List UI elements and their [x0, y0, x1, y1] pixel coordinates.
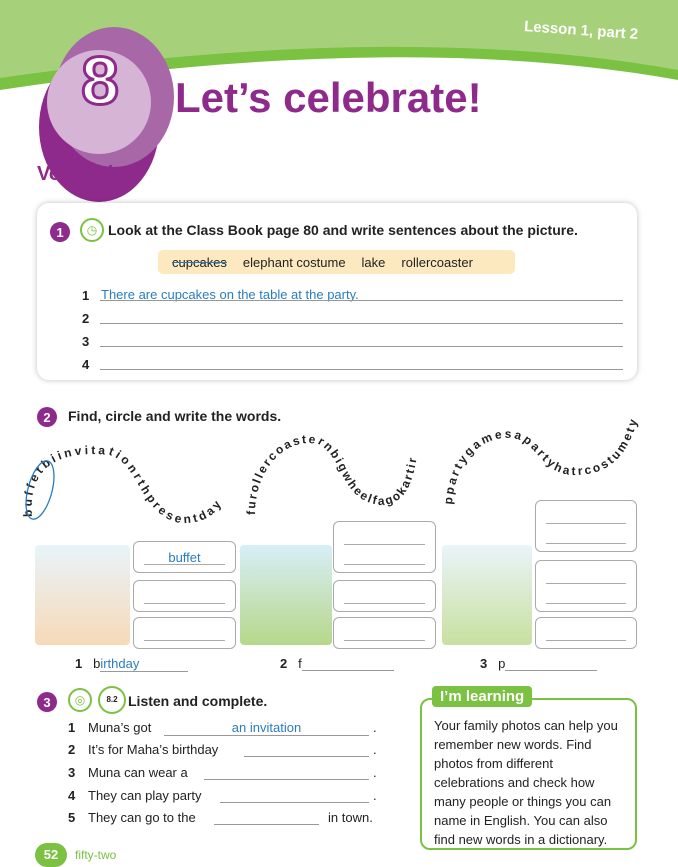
word-snake-3: ppartygamesapartyhatrcostumety: [440, 415, 641, 506]
svg-text:furollercoasternbigwheelfagoka: [244, 432, 420, 515]
answer-box[interactable]: [333, 617, 436, 649]
audio-track-icon[interactable]: 8.2: [98, 686, 126, 714]
answer-text: buffet: [168, 550, 201, 565]
stopwatch-icon: ◷: [80, 218, 104, 242]
word-row-1: 1 birthday: [75, 656, 188, 672]
lesson-label: Lesson 1, part 2: [523, 18, 639, 43]
exercise-number: 3: [37, 692, 57, 712]
im-learning-panel: [420, 688, 637, 850]
line-number: 3: [82, 334, 90, 349]
answer-box[interactable]: [333, 521, 436, 573]
answer-box[interactable]: [133, 580, 236, 612]
answer-box[interactable]: [535, 500, 637, 552]
target-icon: ◎: [68, 688, 92, 712]
page-number-words: fifty-two: [75, 848, 117, 862]
exercise-number: 1: [50, 222, 70, 242]
word-row-3: 3 p: [480, 656, 597, 671]
line-number: 1: [82, 288, 90, 303]
answer-line[interactable]: [214, 810, 319, 825]
answer-text[interactable]: irthday: [100, 656, 188, 672]
listen-item: 4 They can play party .: [68, 788, 377, 803]
line-number: 2: [82, 311, 90, 326]
unit-number: 8: [81, 43, 119, 119]
party-picture: [442, 545, 532, 645]
im-learning-title: I’m learning: [432, 686, 532, 707]
listen-item: 2 It’s for Maha’s birthday .: [68, 742, 377, 757]
svg-text:buffetbiinvitationrthpresentda: [21, 443, 226, 527]
word-bank-item: elephant costume: [242, 254, 346, 270]
page-title: Let’s celebrate!: [175, 74, 482, 121]
funfair-picture: [240, 545, 332, 645]
exercise-instruction: Listen and complete.: [128, 693, 268, 709]
birthday-picture: [35, 545, 130, 645]
exercise-instruction: Find, circle and write the words.: [68, 408, 282, 424]
section-title: Vocabulary: [37, 163, 144, 185]
word-snake-2: furollercoasternbigwheelfagokartir: [243, 431, 420, 516]
answer-line[interactable]: [100, 300, 623, 301]
answer-text[interactable]: an invitation: [164, 720, 369, 736]
word-snake-1: buffetbiinvitationrthpresentday: [20, 443, 226, 527]
word-bank-item: rollercoaster: [401, 254, 473, 270]
answer-box[interactable]: [535, 617, 637, 649]
answer-line[interactable]: [100, 369, 623, 370]
answer-line[interactable]: [100, 323, 623, 324]
word-row-2: 2 f: [280, 656, 394, 671]
answer-box[interactable]: [333, 580, 436, 612]
word-bank-item: lake: [361, 254, 386, 270]
exercise-instruction: Look at the Class Book page 80 and write sentences about the picture.: [108, 222, 578, 238]
line-number: 4: [82, 357, 90, 372]
listen-item: 1 Muna’s got an invitation .: [68, 720, 377, 735]
answer-box[interactable]: [535, 560, 637, 612]
listen-item: 5 They can go to the in town.: [68, 810, 373, 825]
answer-line[interactable]: [100, 346, 623, 347]
answer-line[interactable]: [302, 657, 394, 671]
word-bank: [158, 250, 515, 274]
answer-box[interactable]: [133, 617, 236, 649]
answer-line[interactable]: [204, 765, 369, 780]
listen-item: 3 Muna can wear a .: [68, 765, 377, 780]
exercise-number: 2: [37, 407, 57, 427]
im-learning-text: Your family photos can help you remember new words. Find photos from different celebrations and check how many people or things you can name in English. You can also find new words in a dictionary.: [434, 718, 618, 847]
word-bank-item: cupcakes: [172, 254, 227, 270]
answer-line[interactable]: [244, 742, 369, 757]
page-number: 52: [35, 843, 67, 867]
answer-line[interactable]: [505, 657, 597, 671]
answer-box[interactable]: [133, 541, 236, 573]
answer-text[interactable]: There are cupcakes on the table at the party.: [101, 287, 359, 302]
svg-text:ppartygamesapartyhatrcostumety: [441, 415, 641, 505]
answer-line[interactable]: [220, 788, 369, 803]
